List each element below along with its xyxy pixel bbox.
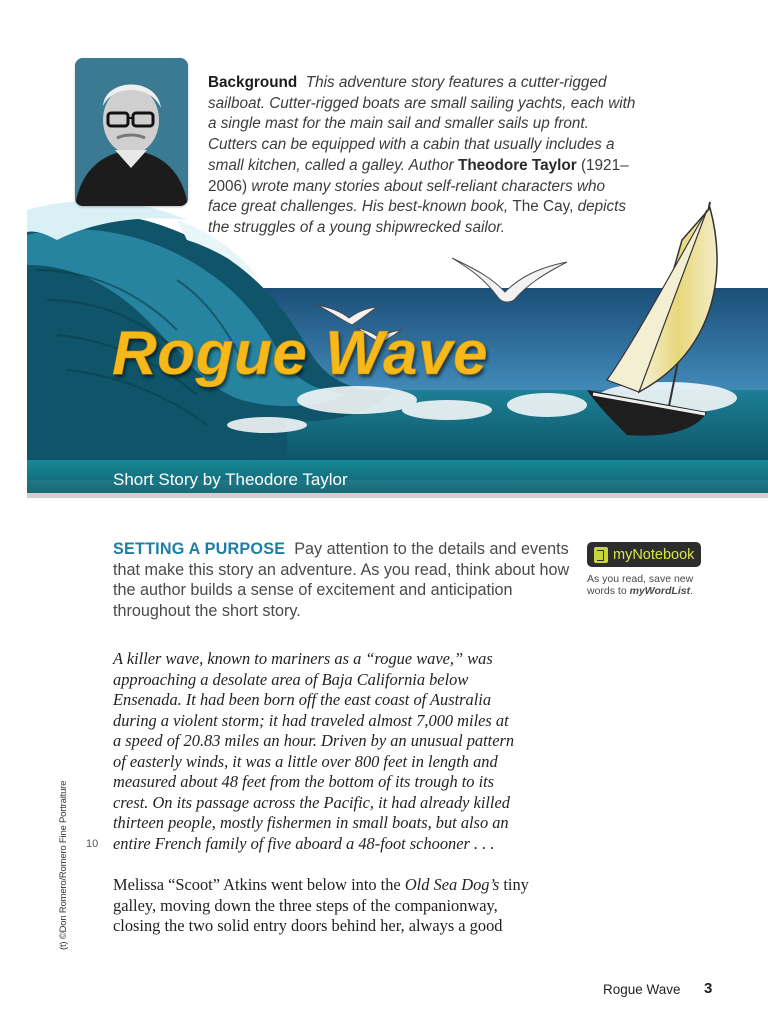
background-text-1: This adventure story features a cutter-rigged sailboat. Cutter-rigged boats are small sailing yachts, each with a single mast for the main sail and smaller sails up front. Cutters can be equipped with a cabin that usually includes a small kitchen, called a galley. Author (208, 74, 636, 174)
notebook-note-text: As you read, save new words to (587, 573, 694, 597)
purpose-label: SETTING A PURPOSE (113, 540, 286, 558)
story-paragraph-1 (113, 649, 563, 854)
notebook-note-end: . (690, 585, 694, 597)
page-number: 3 (704, 980, 713, 997)
story-line: entire French family of five aboard a 48-foot schooner . . . (113, 833, 495, 853)
story-line: closing the two solid entry doors behind her, always a good (113, 916, 503, 935)
story-line: approaching a desolate area of Baja California below (113, 669, 469, 689)
story-byline: Short Story by Theodore Taylor (113, 470, 348, 489)
story-line: of easterly winds, it was a little over 800 feet in length and (113, 751, 498, 771)
story-line: galley, moving down the three steps of the companionway, (113, 895, 498, 915)
mynotebook-label: myNotebook (613, 546, 695, 563)
author-name: Theodore Taylor (457, 156, 577, 174)
story-title: Rogue Wave (112, 319, 488, 388)
story-line: a speed of 20.83 miles an hour. Driven by an unusual pattern (113, 731, 515, 750)
boat-name: Old Sea Dog’s (404, 875, 500, 894)
story-line: during a violent storm; it had traveled almost 7,000 miles at (113, 710, 509, 730)
background-label: Background (208, 74, 298, 91)
photo-credit: (t) ©Don Romero/Romero Fine Portraiture (58, 780, 69, 950)
mynotebook-badge[interactable] (587, 542, 701, 567)
footer-title: Rogue Wave (603, 982, 681, 997)
story-line: Ensenada. It had been born off the east coast of Australia (113, 690, 492, 709)
setting-a-purpose (113, 539, 573, 621)
background-blurb (208, 73, 638, 239)
story-line: thirteen people, mostly fishermen in small boats, but also an (113, 813, 509, 832)
book-title: The Cay, (512, 198, 574, 216)
author-dates: (1921–2006) (208, 156, 629, 195)
background-text-2: wrote many stories about self-reliant characters who face great challenges. His best-known book, (208, 177, 606, 216)
mywordlist-link[interactable]: myWordList (629, 585, 691, 597)
author-photo (75, 58, 188, 206)
story-text: tiny (503, 875, 529, 894)
story-text: Melissa “Scoot” Atkins went below into the (113, 875, 401, 894)
purpose-text: Pay attention to the details and events that make this story an adventure. As you read, think about how the author builds a sense of excitement and anticipation throughout the short story. (113, 540, 570, 620)
story-line: measured about 48 feet from the bottom of its trough to its (113, 772, 495, 791)
story-paragraph-2 (113, 875, 573, 937)
notebook-icon (594, 547, 608, 563)
line-number: 10 (86, 838, 99, 850)
background-text-3: depicts the struggles of a young shipwrecked sailor. (208, 198, 627, 236)
story-line (113, 875, 573, 896)
notebook-note (587, 573, 717, 597)
story-line: crest. On its passage across the Pacific, it had already killed (113, 792, 510, 812)
story-line: A killer wave, known to mariners as a “rogue wave,” was (113, 649, 493, 668)
